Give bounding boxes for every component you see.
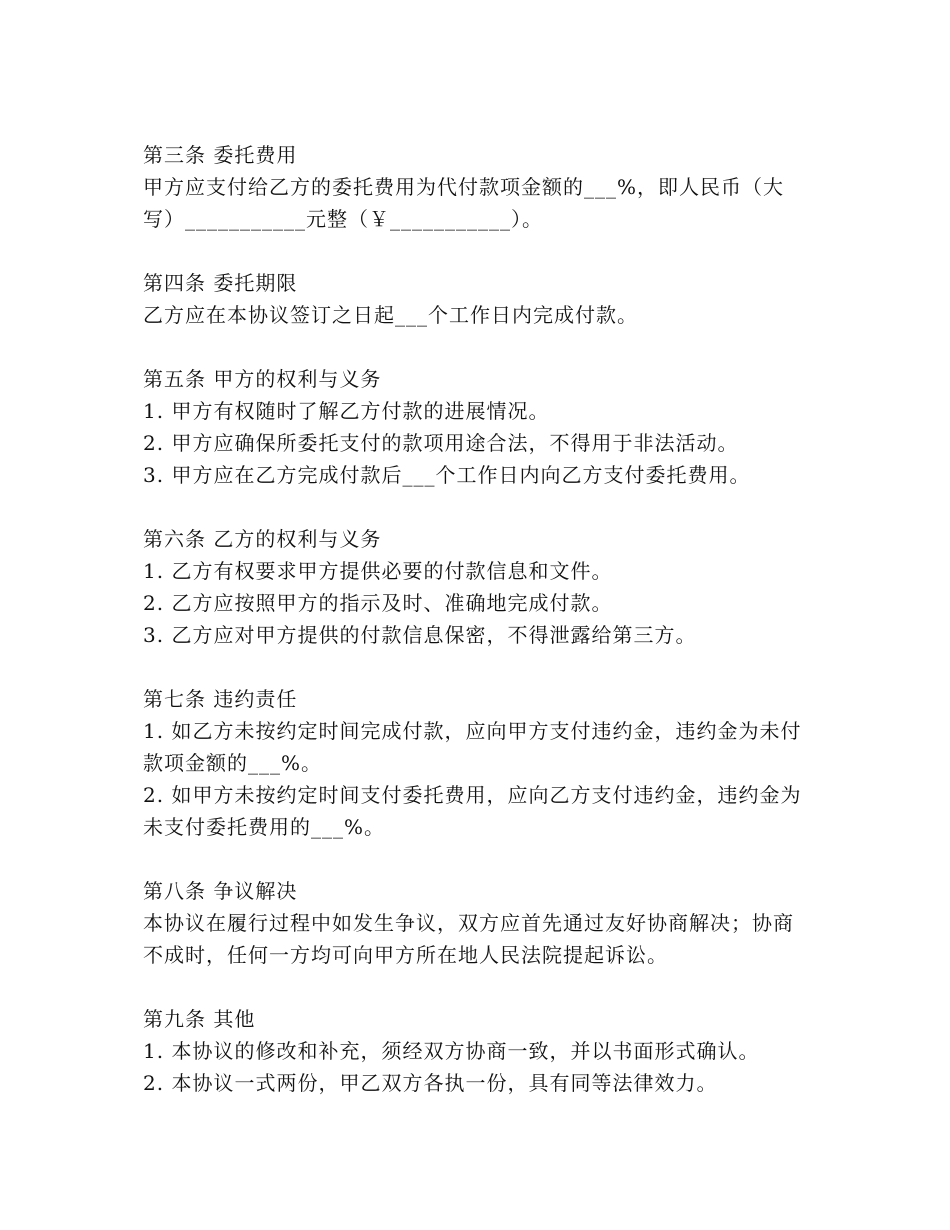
list-item: 1. 本协议的修改和补充，须经双方协商一致，并以书面形式确认。 bbox=[143, 1039, 760, 1063]
document-body bbox=[143, 139, 808, 1131]
list-item: 2. 乙方应按照甲方的指示及时、准确地完成付款。 bbox=[143, 591, 613, 615]
list-item: 1. 乙方有权要求甲方提供必要的付款信息和文件。 bbox=[143, 559, 613, 583]
article-3 bbox=[143, 139, 808, 235]
list-item: 1. 甲方有权随时了解乙方付款的进展情况。 bbox=[143, 399, 550, 423]
article-paragraph: 乙方应在本协议签订之日起___个工作日内完成付款。 bbox=[143, 303, 638, 327]
article-paragraph: 本协议在履行过程中如发生争议，双方应首先通过友好协商解决；协商不成时，任何一方均可向甲方所在地人民法院提起诉讼。 bbox=[143, 911, 794, 967]
article-4 bbox=[143, 267, 808, 331]
article-title: 第八条 争议解决 bbox=[143, 879, 298, 903]
list-item: 2. 如甲方未按约定时间支付委托费用，应向乙方支付违约金，违约金为未支付委托费用的___%。 bbox=[143, 783, 802, 839]
list-item: 2. 本协议一式两份，甲乙双方各执一份，具有同等法律效力。 bbox=[143, 1071, 718, 1095]
article-title: 第四条 委托期限 bbox=[143, 271, 298, 295]
article-9 bbox=[143, 1003, 808, 1099]
article-8 bbox=[143, 875, 808, 971]
article-5 bbox=[143, 363, 808, 491]
list-item: 1. 如乙方未按约定时间完成付款，应向甲方支付违约金，违约金为未付款项金额的___%。 bbox=[143, 719, 802, 775]
article-paragraph: 甲方应支付给乙方的委托费用为代付款项金额的___%，即人民币（大写）___________元整（￥___________）。 bbox=[143, 175, 785, 231]
article-title: 第九条 其他 bbox=[143, 1007, 256, 1031]
article-title: 第五条 甲方的权利与义务 bbox=[143, 367, 382, 391]
article-7 bbox=[143, 683, 808, 843]
list-item: 3. 乙方应对甲方提供的付款信息保密，不得泄露给第三方。 bbox=[143, 623, 697, 647]
article-6 bbox=[143, 523, 808, 651]
article-title: 第三条 委托费用 bbox=[143, 143, 298, 167]
list-item: 2. 甲方应确保所委托支付的款项用途合法，不得用于非法活动。 bbox=[143, 431, 739, 455]
article-title: 第七条 违约责任 bbox=[143, 687, 298, 711]
article-title: 第六条 乙方的权利与义务 bbox=[143, 527, 382, 551]
list-item: 3. 甲方应在乙方完成付款后___个工作日内向乙方支付委托费用。 bbox=[143, 463, 751, 487]
